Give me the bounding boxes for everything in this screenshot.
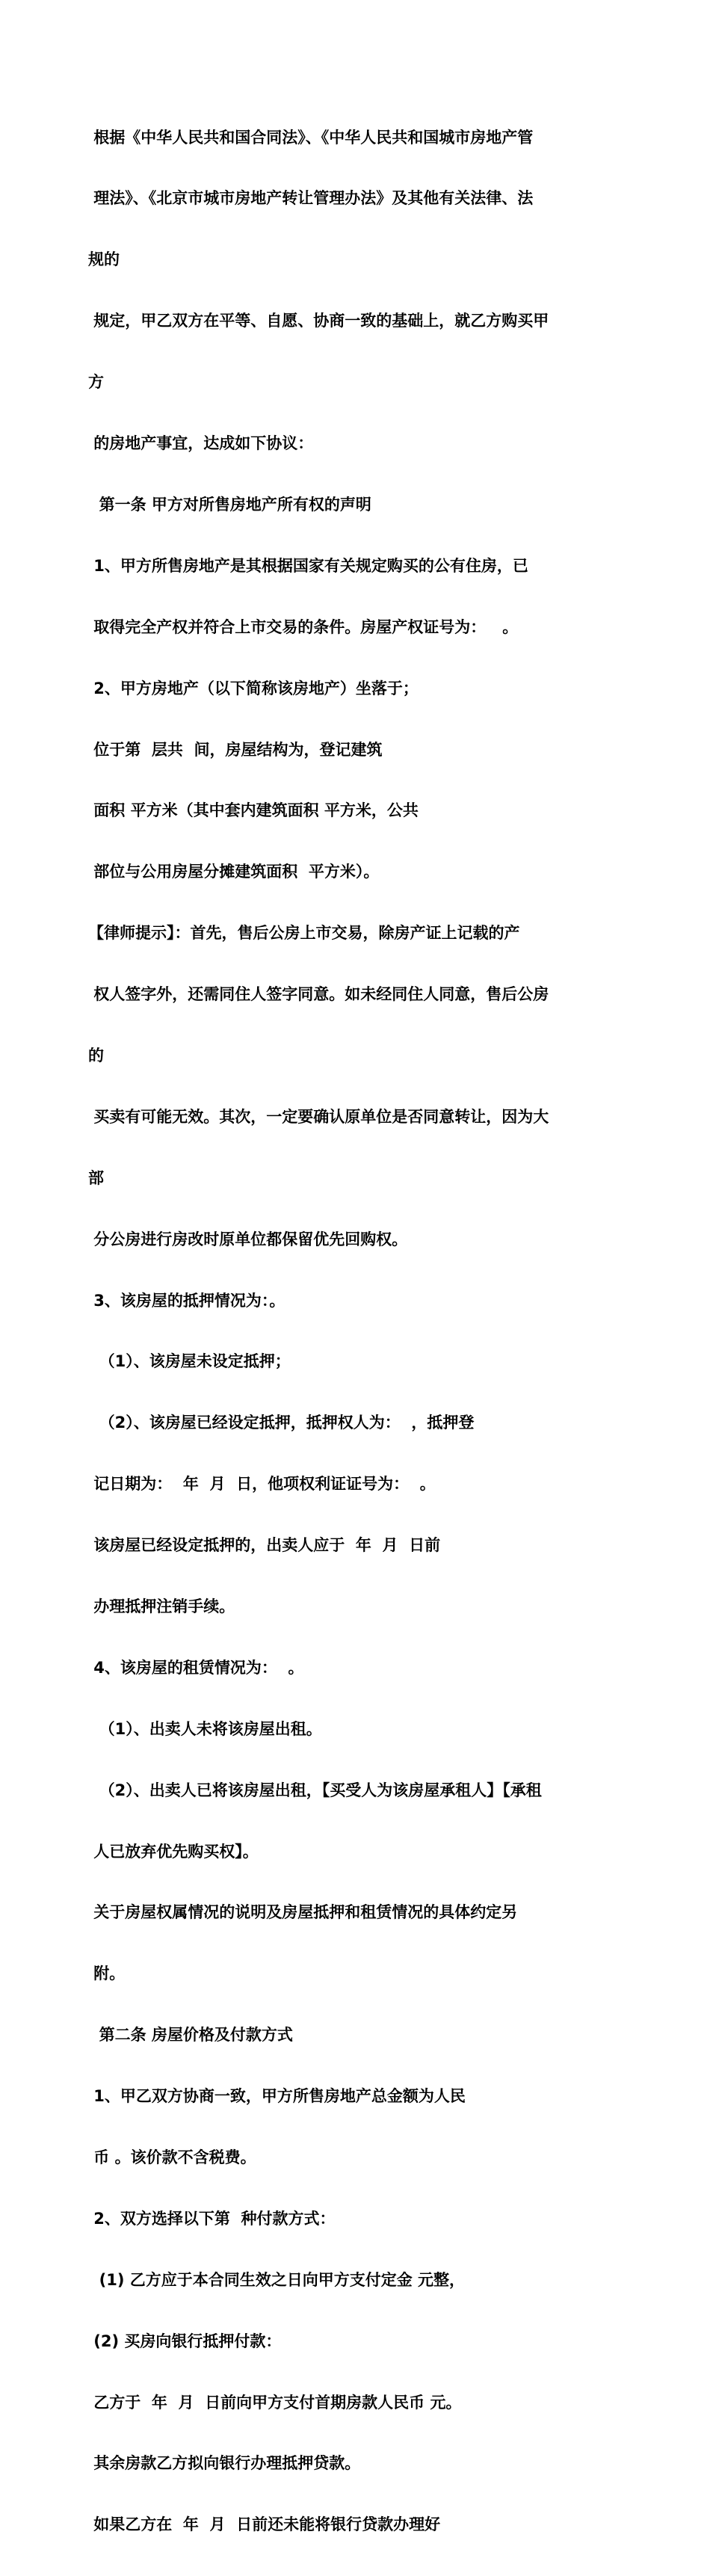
text-line: 位于第 层共 间，房屋结构为，登记建筑 <box>88 740 383 759</box>
section-heading: 第二条 房屋价格及付款方式 <box>88 2026 293 2045</box>
text-line: 买卖有可能无效。其次，一定要确认原单位是否同意转让，因为大 <box>88 1107 549 1126</box>
text-line: （2）、该房屋已经设定抵押，抵押权人为： ，抵押登 <box>88 1414 475 1432</box>
text-line: 4、该房屋的租赁情况为： 。 <box>88 1658 304 1677</box>
text-line: 规定，甲乙双方在平等、自愿、协商一致的基础上，就乙方购买甲 <box>88 312 549 330</box>
section-heading: 第一条 甲方对所售房地产所有权的声明 <box>88 495 371 514</box>
text-line: 部 <box>88 1168 104 1187</box>
text-line: 1、甲乙双方协商一致，甲方所售房地产总金额为人民 <box>88 2087 466 2106</box>
text-line: (1) 乙方应于本合同生效之日向甲方支付定金 元整， <box>88 2270 466 2289</box>
text-line: 的 <box>88 1046 104 1064</box>
text-line: （1）、出卖人未将该房屋出租。 <box>88 1719 322 1738</box>
text-line: 根据《中华人民共和国合同法》、《中华人民共和国城市房地产管 <box>88 128 534 147</box>
text-line: 3、该房屋的抵押情况为：。 <box>88 1291 285 1310</box>
text-line: 办理抵押注销手续。 <box>88 1597 235 1615</box>
text-line: 币 。该价款不含税费。 <box>88 2148 256 2166</box>
text-line: 人已放弃优先购买权】。 <box>88 1842 259 1861</box>
text-line: 2、甲方房地产（以下简称该房地产）坐落于； <box>88 679 419 697</box>
lawyer-tip-line: 【律师提示】：首先，售后公房上市交易，除房产证上记载的产 <box>88 924 520 943</box>
text-line: 如果乙方在 年 月 日前还未能将银行贷款办理好 <box>88 2515 441 2534</box>
contract-body <box>88 87 626 2576</box>
text-line: 面积 平方米（其中套内建筑面积 平方米，公共 <box>88 801 419 820</box>
text-line: （2）、出卖人已将该房屋出租，【买受人为该房屋承租人】【承租 <box>88 1781 542 1799</box>
text-line: 分公房进行房改时原单位都保留优先回购权。 <box>88 1230 408 1248</box>
text-line: 规的 <box>88 250 120 269</box>
text-line: （1）、该房屋未设定抵押； <box>88 1352 291 1371</box>
text-line: 其余房款乙方拟向银行办理抵押贷款。 <box>88 2454 361 2473</box>
text-line: 该房屋已经设定抵押的，出卖人应于 年 月 日前 <box>88 1536 441 1555</box>
text-line: 1、甲方所售房地产是其根据国家有关规定购买的公有住房，已 <box>88 556 528 575</box>
text-line: 记日期为： 年 月 日，他项权利证证号为： 。 <box>88 1475 436 1494</box>
text-line: 理法》、《北京市城市房地产转让管理办法》及其他有关法律、法 <box>88 189 534 208</box>
text-line: 取得完全产权并符合上市交易的条件。房屋产权证号为： 。 <box>88 617 519 636</box>
text-line: 的房地产事宜，达成如下协议： <box>88 434 314 453</box>
text-line: 乙方于 年 月 日前向甲方支付首期房款人民币 元。 <box>88 2393 462 2412</box>
text-line: 2、双方选择以下第 种付款方式： <box>88 2209 336 2228</box>
text-line: 权人签字外，还需同住人签字同意。如未经同住人同意，售后公房 <box>88 985 549 1004</box>
text-line: 附。 <box>88 1965 126 1983</box>
text-line: 关于房屋权属情况的说明及房屋抵押和租赁情况的具体约定另 <box>88 1903 518 1922</box>
text-line: (2) 买房向银行抵押付款： <box>88 2332 282 2350</box>
text-line: 部位与公用房屋分摊建筑面积 平方米）。 <box>88 863 380 881</box>
text-line: 方 <box>88 373 104 392</box>
